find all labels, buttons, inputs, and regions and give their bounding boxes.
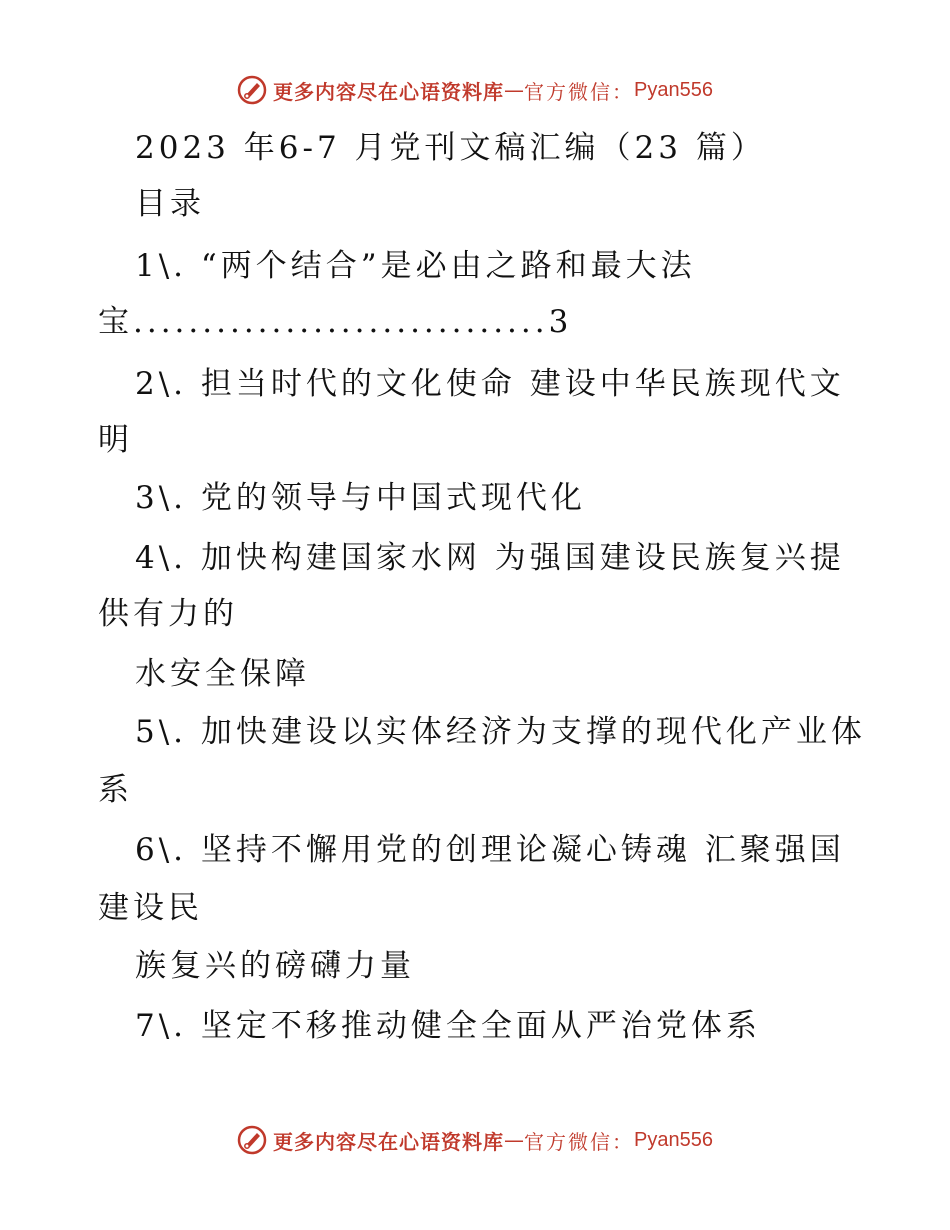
toc-entry-2: 2\. 担当时代的文化使命 建设中华民族现代文 [135, 366, 845, 402]
toc-entry-5: 5\. 加快建设以实体经济为支撑的现代化产业体 [135, 714, 866, 750]
banner-brand: 更多内容尽在心语资料库 [273, 79, 505, 104]
toc-entry-3: 3\. 党的领导与中国式现代化 [135, 480, 586, 516]
banner-separator: — [504, 1128, 525, 1152]
toc-entry-4-cont: 供有力的 [98, 596, 238, 632]
header-banner [0, 70, 950, 110]
document-title: 2023 年6-7 月党刊文稿汇编（23 篇） [135, 130, 766, 166]
banner-separator: — [504, 78, 525, 102]
toc-entry-2-cont: 明 [98, 422, 133, 458]
toc-entry-6-cont-2: 族复兴的磅礴力量 [135, 948, 415, 984]
footer-banner [0, 1120, 950, 1160]
toc-heading: 目录 [135, 186, 205, 222]
banner-wechat-id: Pyan556 [634, 1128, 713, 1151]
toc-entry-4: 4\. 加快构建国家水网 为强国建设民族复兴提 [135, 540, 845, 576]
toc-entry-4-cont-2: 水安全保障 [135, 656, 310, 692]
banner-brand: 更多内容尽在心语资料库 [273, 1129, 505, 1154]
toc-entry-6-cont: 建设民 [98, 890, 203, 926]
banner-wechat-label: 官方微信： [524, 1129, 635, 1154]
toc-entry-7: 7\. 坚定不移推动健全全面从严治党体系 [135, 1008, 761, 1044]
toc-entry-5-cont: 系 [98, 772, 133, 808]
banner-wechat-id: Pyan556 [634, 78, 713, 101]
toc-entry-1: 1\. “两个结合”是必由之路和最大法 [135, 248, 696, 284]
toc-entry-1-cont: 宝..............................3 [98, 304, 573, 340]
seal-logo-icon [237, 1125, 267, 1155]
toc-entry-6: 6\. 坚持不懈用党的创理论凝心铸魂 汇聚强国 [135, 832, 845, 868]
banner-wechat-label: 官方微信： [524, 79, 635, 104]
seal-logo-icon [237, 75, 267, 105]
